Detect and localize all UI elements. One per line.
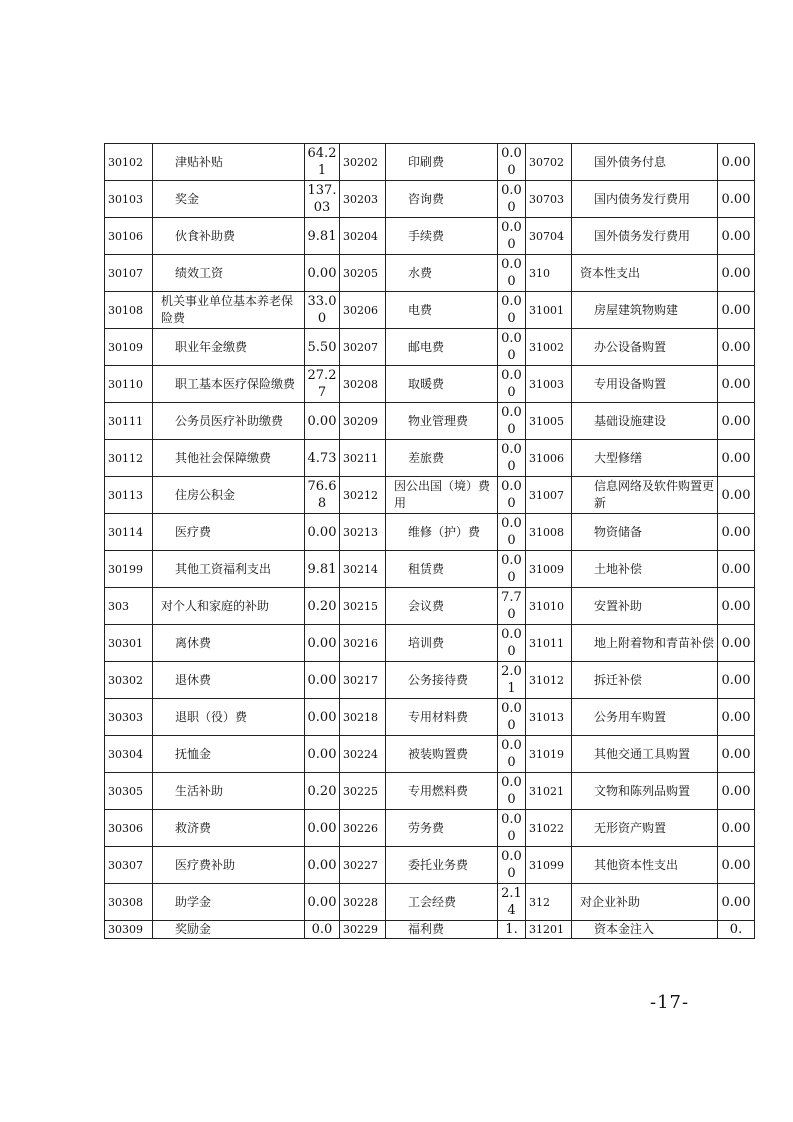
item-code-cell: 30307	[105, 847, 153, 884]
item-amount-cell: 0.00	[305, 662, 340, 699]
item-name-cell: 电费	[386, 292, 498, 329]
table-body	[105, 144, 755, 939]
item-name-cell: 拆迁补偿	[572, 662, 718, 699]
item-amount-cell: 0.00	[498, 625, 526, 662]
item-amount-cell: 137.03	[305, 181, 340, 218]
item-name-cell: 专用燃料费	[386, 773, 498, 810]
item-code-cell: 31009	[526, 551, 572, 588]
item-name-cell: 津贴补贴	[153, 144, 305, 181]
item-name-cell: 伙食补助费	[153, 218, 305, 255]
item-amount-cell: 0.00	[498, 477, 526, 514]
item-amount-cell: 0.00	[718, 514, 755, 551]
item-amount-cell: 0.00	[718, 884, 755, 921]
table-row	[105, 921, 755, 939]
item-code-cell: 31010	[526, 588, 572, 625]
item-amount-cell: 0.00	[718, 329, 755, 366]
item-name-cell: 培训费	[386, 625, 498, 662]
item-code-cell: 30109	[105, 329, 153, 366]
expenditure-table	[104, 143, 755, 939]
item-code-cell: 30207	[340, 329, 386, 366]
item-code-cell: 30306	[105, 810, 153, 847]
item-amount-cell: 0.0	[305, 921, 340, 939]
item-name-cell: 物业管理费	[386, 403, 498, 440]
item-code-cell: 30302	[105, 662, 153, 699]
item-code-cell: 30228	[340, 884, 386, 921]
item-name-cell: 奖励金	[153, 921, 305, 939]
table-row	[105, 292, 755, 329]
item-code-cell: 30301	[105, 625, 153, 662]
item-name-cell: 公务员医疗补助缴费	[153, 403, 305, 440]
item-code-cell: 31005	[526, 403, 572, 440]
item-amount-cell: 0.00	[498, 144, 526, 181]
item-amount-cell: 0.00	[498, 514, 526, 551]
item-amount-cell: 0.00	[305, 736, 340, 773]
item-name-cell: 印刷费	[386, 144, 498, 181]
item-code-cell: 30202	[340, 144, 386, 181]
item-code-cell: 30214	[340, 551, 386, 588]
item-code-cell: 30224	[340, 736, 386, 773]
item-amount-cell: 0.00	[498, 736, 526, 773]
item-code-cell: 31011	[526, 625, 572, 662]
table-row	[105, 810, 755, 847]
item-amount-cell: 0.00	[498, 329, 526, 366]
item-amount-cell: 0.00	[718, 810, 755, 847]
table-row	[105, 144, 755, 181]
item-code-cell: 30106	[105, 218, 153, 255]
item-code-cell: 31019	[526, 736, 572, 773]
item-name-cell: 公务用车购置	[572, 699, 718, 736]
item-name-cell: 办公设备购置	[572, 329, 718, 366]
item-amount-cell: 0.00	[718, 218, 755, 255]
item-name-cell: 对企业补助	[572, 884, 718, 921]
item-code-cell: 31002	[526, 329, 572, 366]
item-name-cell: 退职（役）费	[153, 699, 305, 736]
item-code-cell: 31022	[526, 810, 572, 847]
item-code-cell: 31201	[526, 921, 572, 939]
item-amount-cell: 0.	[718, 921, 755, 939]
item-code-cell: 30703	[526, 181, 572, 218]
item-amount-cell: 0.00	[718, 662, 755, 699]
item-name-cell: 工会经费	[386, 884, 498, 921]
item-amount-cell: 4.73	[305, 440, 340, 477]
item-name-cell: 医疗费补助	[153, 847, 305, 884]
item-amount-cell: 0.00	[498, 255, 526, 292]
item-code-cell: 30205	[340, 255, 386, 292]
item-code-cell: 30212	[340, 477, 386, 514]
item-name-cell: 差旅费	[386, 440, 498, 477]
item-amount-cell: 0.00	[305, 847, 340, 884]
item-amount-cell: 2.01	[498, 662, 526, 699]
table-row	[105, 625, 755, 662]
item-code-cell: 30216	[340, 625, 386, 662]
item-name-cell: 基础设施建设	[572, 403, 718, 440]
item-code-cell: 30308	[105, 884, 153, 921]
item-code-cell: 31006	[526, 440, 572, 477]
item-name-cell: 离休费	[153, 625, 305, 662]
item-amount-cell: 0.00	[498, 551, 526, 588]
item-name-cell: 国外债务付息	[572, 144, 718, 181]
item-name-cell: 生活补助	[153, 773, 305, 810]
item-name-cell: 会议费	[386, 588, 498, 625]
item-amount-cell: 0.00	[718, 366, 755, 403]
item-name-cell: 住房公积金	[153, 477, 305, 514]
item-amount-cell: 0.00	[718, 588, 755, 625]
item-code-cell: 30229	[340, 921, 386, 939]
item-amount-cell: 0.00	[718, 551, 755, 588]
item-amount-cell: 0.00	[498, 847, 526, 884]
item-amount-cell: 0.00	[718, 773, 755, 810]
item-name-cell: 职工基本医疗保险缴费	[153, 366, 305, 403]
item-name-cell: 因公出国（境）费用	[386, 477, 498, 514]
table-row	[105, 884, 755, 921]
item-name-cell: 被装购置费	[386, 736, 498, 773]
item-name-cell: 无形资产购置	[572, 810, 718, 847]
item-name-cell: 退休费	[153, 662, 305, 699]
table-row	[105, 181, 755, 218]
table-row	[105, 699, 755, 736]
item-name-cell: 机关事业单位基本养老保险费	[153, 292, 305, 329]
table-row	[105, 255, 755, 292]
item-name-cell: 福利费	[386, 921, 498, 939]
item-code-cell: 31099	[526, 847, 572, 884]
item-amount-cell: 0.00	[718, 181, 755, 218]
item-amount-cell: 64.21	[305, 144, 340, 181]
item-code-cell: 30225	[340, 773, 386, 810]
item-amount-cell: 0.00	[498, 292, 526, 329]
table-row	[105, 329, 755, 366]
item-name-cell: 救济费	[153, 810, 305, 847]
item-name-cell: 文物和陈列品购置	[572, 773, 718, 810]
item-name-cell: 取暖费	[386, 366, 498, 403]
item-code-cell: 30111	[105, 403, 153, 440]
item-amount-cell: 76.68	[305, 477, 340, 514]
item-name-cell: 维修（护）费	[386, 514, 498, 551]
item-amount-cell: 0.00	[498, 403, 526, 440]
item-name-cell: 物资储备	[572, 514, 718, 551]
item-code-cell: 30114	[105, 514, 153, 551]
item-amount-cell: 0.00	[718, 699, 755, 736]
item-name-cell: 邮电费	[386, 329, 498, 366]
item-name-cell: 大型修缮	[572, 440, 718, 477]
item-amount-cell: 0.00	[718, 847, 755, 884]
item-code-cell: 30227	[340, 847, 386, 884]
item-name-cell: 专用设备购置	[572, 366, 718, 403]
item-name-cell: 土地补偿	[572, 551, 718, 588]
item-amount-cell: 2.14	[498, 884, 526, 921]
item-code-cell: 303	[105, 588, 153, 625]
item-name-cell: 国内债务发行费用	[572, 181, 718, 218]
item-amount-cell: 7.70	[498, 588, 526, 625]
item-amount-cell: 1.	[498, 921, 526, 939]
item-name-cell: 其他工资福利支出	[153, 551, 305, 588]
item-name-cell: 手续费	[386, 218, 498, 255]
item-code-cell: 31013	[526, 699, 572, 736]
item-amount-cell: 0.00	[498, 366, 526, 403]
item-code-cell: 30199	[105, 551, 153, 588]
item-name-cell: 抚恤金	[153, 736, 305, 773]
item-name-cell: 水费	[386, 255, 498, 292]
item-amount-cell: 27.27	[305, 366, 340, 403]
item-amount-cell: 0.20	[305, 588, 340, 625]
item-name-cell: 安置补助	[572, 588, 718, 625]
item-code-cell: 30107	[105, 255, 153, 292]
item-amount-cell: 0.00	[305, 255, 340, 292]
item-code-cell: 30304	[105, 736, 153, 773]
table-row	[105, 588, 755, 625]
item-name-cell: 房屋建筑物购建	[572, 292, 718, 329]
table-row	[105, 477, 755, 514]
item-amount-cell: 0.00	[718, 292, 755, 329]
item-code-cell: 30218	[340, 699, 386, 736]
item-code-cell: 31008	[526, 514, 572, 551]
item-amount-cell: 0.00	[305, 403, 340, 440]
item-code-cell: 312	[526, 884, 572, 921]
item-amount-cell: 0.00	[718, 255, 755, 292]
table-row	[105, 736, 755, 773]
item-name-cell: 租赁费	[386, 551, 498, 588]
item-name-cell: 地上附着物和青苗补偿	[572, 625, 718, 662]
item-amount-cell: 0.00	[718, 736, 755, 773]
item-code-cell: 31001	[526, 292, 572, 329]
table-row	[105, 514, 755, 551]
item-code-cell: 30702	[526, 144, 572, 181]
item-name-cell: 咨询费	[386, 181, 498, 218]
item-code-cell: 30112	[105, 440, 153, 477]
table-row	[105, 773, 755, 810]
item-code-cell: 30217	[340, 662, 386, 699]
item-name-cell: 委托业务费	[386, 847, 498, 884]
item-name-cell: 助学金	[153, 884, 305, 921]
item-code-cell: 30110	[105, 366, 153, 403]
item-code-cell: 30208	[340, 366, 386, 403]
item-code-cell: 30211	[340, 440, 386, 477]
table-row	[105, 551, 755, 588]
item-code-cell: 31003	[526, 366, 572, 403]
table-row	[105, 403, 755, 440]
item-code-cell: 30303	[105, 699, 153, 736]
item-amount-cell: 0.00	[305, 514, 340, 551]
item-name-cell: 职业年金缴费	[153, 329, 305, 366]
item-amount-cell: 0.00	[305, 884, 340, 921]
item-code-cell: 30113	[105, 477, 153, 514]
item-code-cell: 30213	[340, 514, 386, 551]
item-name-cell: 公务接待费	[386, 662, 498, 699]
item-code-cell: 30215	[340, 588, 386, 625]
item-name-cell: 资本金注入	[572, 921, 718, 939]
item-code-cell: 31012	[526, 662, 572, 699]
item-amount-cell: 0.00	[498, 181, 526, 218]
item-amount-cell: 0.00	[718, 403, 755, 440]
item-amount-cell: 0.00	[305, 699, 340, 736]
item-name-cell: 国外债务发行费用	[572, 218, 718, 255]
item-amount-cell: 33.00	[305, 292, 340, 329]
item-amount-cell: 0.00	[498, 773, 526, 810]
item-amount-cell: 0.00	[718, 440, 755, 477]
item-amount-cell: 0.00	[498, 810, 526, 847]
item-code-cell: 30203	[340, 181, 386, 218]
item-code-cell: 30209	[340, 403, 386, 440]
item-name-cell: 绩效工资	[153, 255, 305, 292]
item-code-cell: 30305	[105, 773, 153, 810]
item-code-cell: 30226	[340, 810, 386, 847]
item-code-cell: 30206	[340, 292, 386, 329]
item-code-cell: 30204	[340, 218, 386, 255]
item-name-cell: 其他资本性支出	[572, 847, 718, 884]
item-name-cell: 奖金	[153, 181, 305, 218]
table-row	[105, 218, 755, 255]
item-name-cell: 资本性支出	[572, 255, 718, 292]
item-amount-cell: 9.81	[305, 551, 340, 588]
item-amount-cell: 9.81	[305, 218, 340, 255]
item-name-cell: 其他社会保障缴费	[153, 440, 305, 477]
table-row	[105, 662, 755, 699]
table-row	[105, 440, 755, 477]
item-name-cell: 对个人和家庭的补助	[153, 588, 305, 625]
item-amount-cell: 0.00	[718, 477, 755, 514]
item-amount-cell: 0.00	[498, 699, 526, 736]
item-name-cell: 信息网络及软件购置更新	[572, 477, 718, 514]
item-code-cell: 30704	[526, 218, 572, 255]
page-number: -17-	[650, 992, 690, 1013]
item-code-cell: 30103	[105, 181, 153, 218]
item-name-cell: 劳务费	[386, 810, 498, 847]
item-amount-cell: 0.00	[305, 810, 340, 847]
item-amount-cell: 0.00	[718, 625, 755, 662]
item-amount-cell: 5.50	[305, 329, 340, 366]
item-name-cell: 其他交通工具购置	[572, 736, 718, 773]
item-name-cell: 医疗费	[153, 514, 305, 551]
item-amount-cell: 0.00	[498, 440, 526, 477]
table-row	[105, 847, 755, 884]
item-code-cell: 310	[526, 255, 572, 292]
item-code-cell: 30108	[105, 292, 153, 329]
item-amount-cell: 0.00	[718, 144, 755, 181]
item-code-cell: 31007	[526, 477, 572, 514]
item-code-cell: 31021	[526, 773, 572, 810]
item-amount-cell: 0.00	[305, 625, 340, 662]
item-amount-cell: 0.00	[498, 218, 526, 255]
item-amount-cell: 0.20	[305, 773, 340, 810]
item-code-cell: 30102	[105, 144, 153, 181]
table-row	[105, 366, 755, 403]
item-name-cell: 专用材料费	[386, 699, 498, 736]
item-code-cell: 30309	[105, 921, 153, 939]
